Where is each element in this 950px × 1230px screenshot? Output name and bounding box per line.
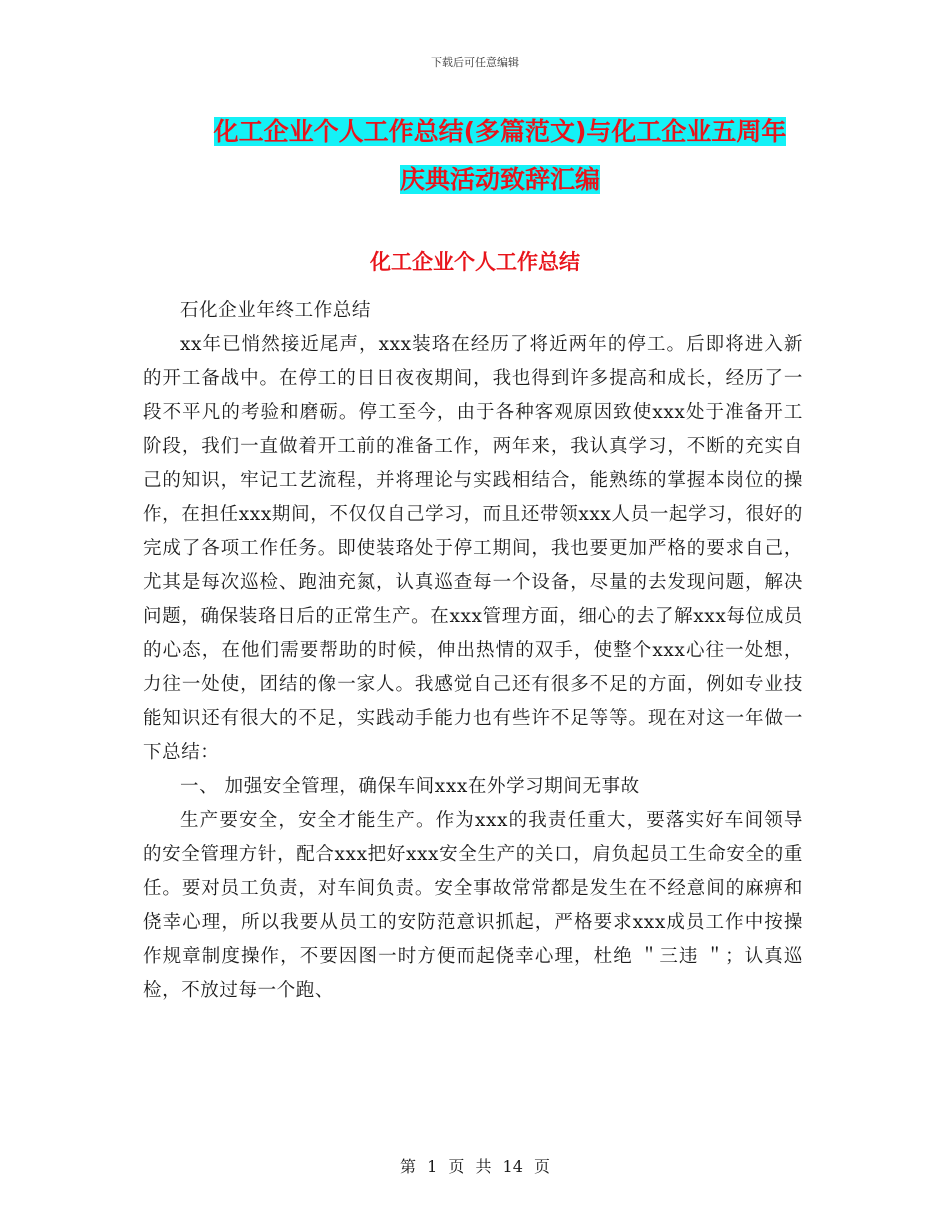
section-heading-paragraph: 一、 加强安全管理，确保车间xxx在外学习期间无事故 <box>180 776 640 797</box>
title-line-1: 化工企业个人工作总结(多篇范文)与化工企业五周年 <box>213 117 787 146</box>
page-footer: 第 1 页 共 14 页 <box>400 1157 550 1176</box>
header-note: 下载后可任意编辑 <box>431 56 519 69</box>
body-paragraph: 生产要安全，安全才能生产。作为xxx的我责任重大，要落实好车间领导的安全管理方针，配合xxx把好xxx安全生产的关口，肩负起员工生命安全的重任。要对员工负责，对车间负责。安全事故常常都是发生在不经意间的麻痹和侥幸心理，所以我要从员工的安防范意识抓起，严格要求xxx成员工作中按操作规章制度操作，不要因图一时方便而起侥幸心理，杜绝 ＂三违 ＂；认真巡检，不放过每一个跑、 <box>143 810 803 1001</box>
body-text <box>143 294 803 1008</box>
body-paragraph: xx年已悄然接近尾声，xxx装珞在经历了将近两年的停工。后即将进入新的开工备战中。在停工的日日夜夜期间，我也得到许多提高和成长，经历了一段不平凡的考验和磨砺。停工至今，由于各种客观原因致使xxx处于准备开工阶段，我们一直做着开工前的准备工作，两年来，我认真学习，不断的充实自己的知识，牢记工艺流程，并将理论与实践相结合，能熟练的掌握本岗位的操作，在担任xxx期间，不仅仅自己学习，而且还带领xxx人员一起学习，很好的完成了各项工作任务。即使装珞处于停工期间，我也要更加严格的要求自己，尤其是每次巡检、跑油充氮，认真巡查每一个设备，尽量的去发现问题，解决问题，确保装珞日后的正常生产。在xxx管理方面，细心的去了解xxx每位成员的心态，在他们需要帮助的时候，伸出热情的双手，使整个xxx心往一处想，力往一处使，团结的像一家人。我感觉自己还有很多不足的方面，例如专业技能知识还有很大的不足，实践动手能力也有些许不足等等。现在对这一年做一下总结： <box>143 334 803 763</box>
title-line-2: 庆典活动致辞汇编 <box>399 165 600 194</box>
document-title <box>190 108 810 204</box>
subtitle-paragraph: 石化企业年终工作总结 <box>180 300 372 321</box>
section-title: 化工企业个人工作总结 <box>370 250 580 274</box>
